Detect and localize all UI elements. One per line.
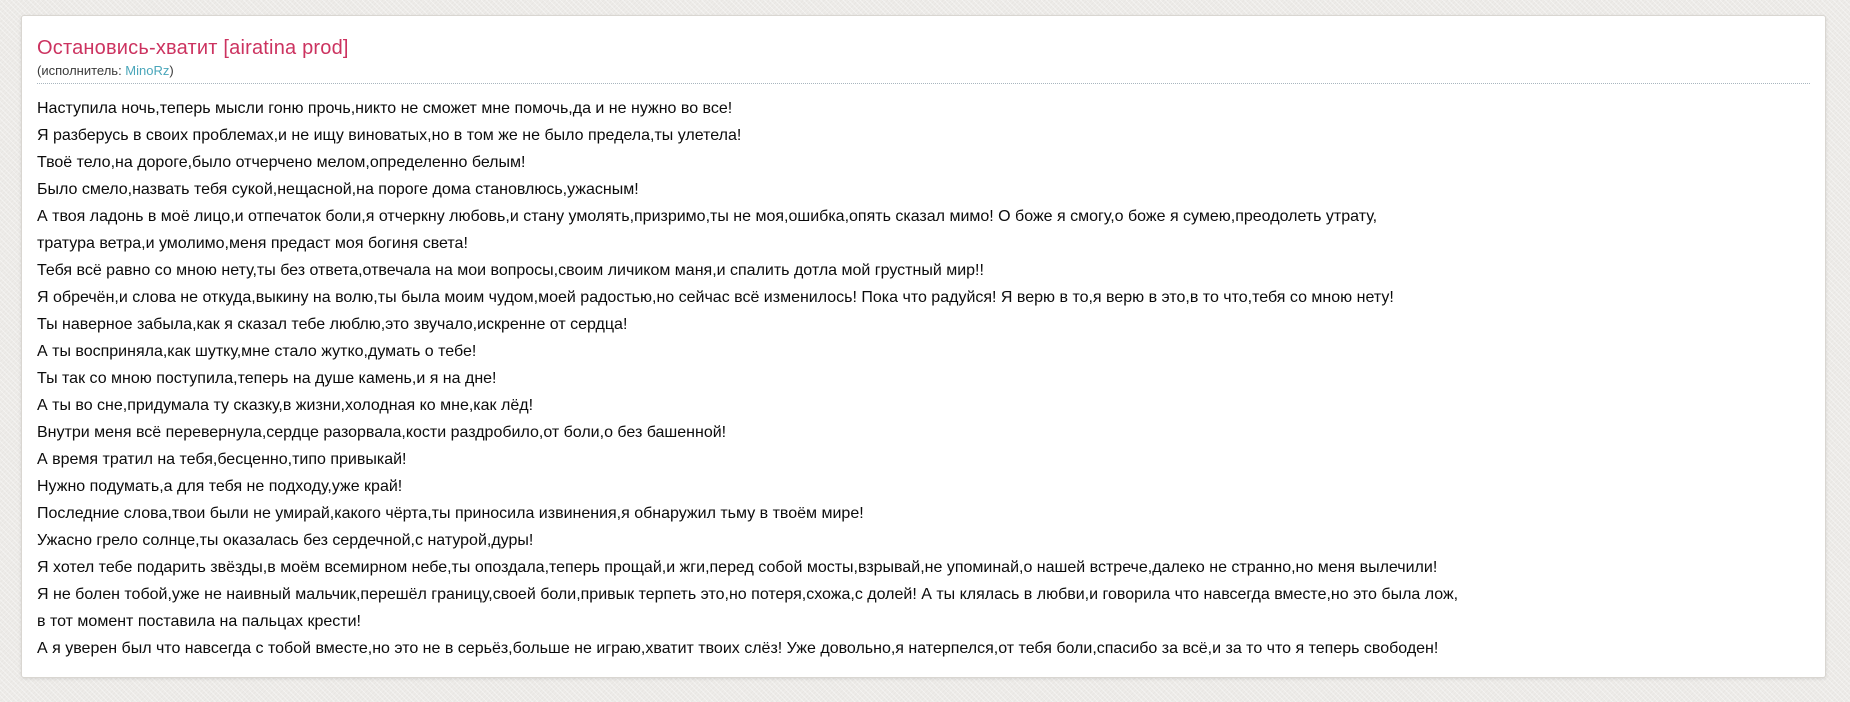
lyrics-line: А твоя ладонь в моё лицо,и отпечаток боли,я отчеркну любовь,и стану умолять,призримо,ты не моя,ошибка,опять сказал мимо! О боже я смогу,о боже я сумею,преодолеть утрату,: [37, 208, 1378, 225]
lyrics-line: А ты во сне,придумала ту сказку,в жизни,холодная ко мне,как лёд!: [37, 397, 534, 414]
lyrics-text: [37, 95, 1810, 662]
artist-line-suffix: ): [169, 63, 174, 78]
lyrics-line: Ты так со мною поступила,теперь на душе камень,и я на дне!: [37, 370, 497, 387]
lyrics-line: Я хотел тебе подарить звёзды,в моём всемирном небе,ты опоздала,теперь прощай,и жги,перед собой мосты,взрывай,не упоминай,о нашей встрече,далеко не странно,но меня вылечили!: [37, 559, 1438, 576]
lyrics-line: в тот момент поставила на пальцах крести!: [37, 613, 361, 630]
dotted-separator: [37, 83, 1810, 84]
artist-line: [37, 63, 1810, 79]
song-title: Остановись-хватит [airatina prod]: [37, 37, 349, 59]
lyrics-card: [21, 15, 1826, 678]
lyrics-line: А ты восприняла,как шутку,мне стало жутко,думать о тебе!: [37, 343, 477, 360]
lyrics-line: Нужно подумать,а для тебя не подходу,уже край!: [37, 478, 403, 495]
lyrics-line: А время тратил на тебя,бесценно,типо привыкай!: [37, 451, 407, 468]
lyrics-line: Я разберусь в своих проблемах,и не ищу виноватых,но в том же не было предела,ты улетела!: [37, 127, 742, 144]
lyrics-line: Внутри меня всё перевернула,сердце разорвала,кости раздробило,от боли,о без башенной!: [37, 424, 727, 441]
lyrics-line: Ужасно грело солнце,ты оказалась без сердечной,с натурой,дуры!: [37, 532, 534, 549]
lyrics-line: А я уверен был что навсегда с тобой вместе,но это не в серьёз,больше не играю,хватит твоих слёз! Уже довольно,я натерпелся,от тебя боли,спасибо за всё,и за то что я теперь свободен!: [37, 640, 1439, 657]
lyrics-line: Ты наверное забыла,как я сказал тебе люблю,это звучало,искренне от сердца!: [37, 316, 628, 333]
lyrics-line: Наступила ночь,теперь мысли гоню прочь,никто не сможет мне помочь,да и не нужно во все!: [37, 100, 733, 117]
lyrics-line: Последние слова,твои были не умирай,какого чёрта,ты приносила извинения,я обнаружил тьму в твоём мире!: [37, 505, 864, 522]
artist-link[interactable]: MinoRz: [125, 63, 170, 78]
lyrics-line: Я не болен тобой,уже не наивный мальчик,перешёл границу,своей боли,привык терпеть это,но потеря,схожа,с долей! А ты клялась в любви,и говорила что навсегда вместе,но это была лож,: [37, 586, 1459, 603]
lyrics-line: Было смело,назвать тебя сукой,нещасной,на пороге дома становлюсь,ужасным!: [37, 181, 639, 198]
artist-label: (исполнитель:: [37, 63, 126, 78]
lyrics-line: Тебя всё равно со мною нету,ты без ответа,отвечала на мои вопросы,своим личиком маня,и спалить дотла мой грустный мир!!: [37, 262, 984, 279]
lyrics-line: тратура ветра,и умолимо,меня предаст моя богиня света!: [37, 235, 468, 252]
lyrics-line: Я обречён,и слова не откуда,выкину на волю,ты была моим чудом,моей радостью,но сейчас всё изменилось! Пока что радуйся! Я верю в то,я верю в это,в то что,тебя со мною нету!: [37, 289, 1394, 306]
lyrics-line: Твоё тело,на дороге,было отчерчено мелом,определенно белым!: [37, 154, 526, 171]
